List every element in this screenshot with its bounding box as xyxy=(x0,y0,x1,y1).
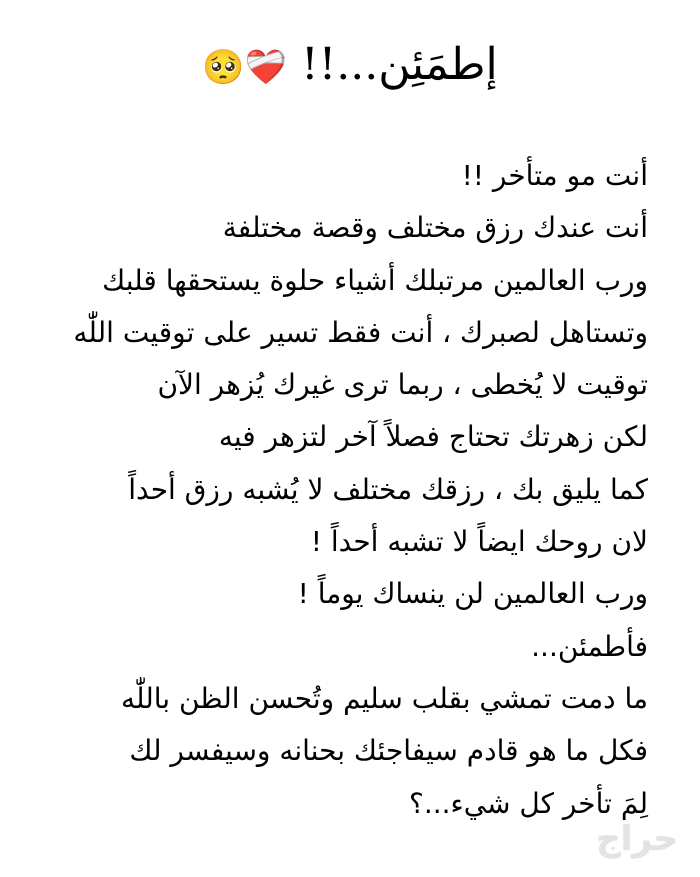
text-line: كما يليق بك ، رزقك مختلف لا يُشبه رزق أحداً xyxy=(128,472,648,506)
text-line: لِمَ تأخر كل شيء...؟ xyxy=(408,786,648,820)
text-line: فأطمئن... xyxy=(531,629,648,663)
text-line: لان روحك ايضاً لا تشبه أحداً ! xyxy=(310,525,648,559)
title-text: إطمَئِن...!! xyxy=(300,39,498,90)
text-line: وتستاهل لصبرك ، أنت فقط تسير على توقيت اللّٰه xyxy=(73,315,648,349)
page-title xyxy=(0,30,700,103)
text-line: لكن زهرتك تحتاج فصلاً آخر لتزهر فيه xyxy=(218,420,648,454)
quote-body xyxy=(28,150,648,830)
text-line: أنت عندك رزق مختلف وقصة مختلفة xyxy=(222,211,648,245)
text-line: ورب العالمين لن ينساك يوماً ! xyxy=(297,577,648,611)
text-line: فكل ما هو قادم سيفاجئك بحنانه وسيفسر لك xyxy=(129,734,648,768)
watermark-logo: حراج xyxy=(596,819,678,859)
text-line: ورب العالمين مرتبلك أشياء حلوة يستحقها قلبك xyxy=(102,263,648,297)
text-line: أنت مو متأخر !! xyxy=(461,159,648,192)
mending-heart-pleading-face-icon: ❤️‍🩹🥺 xyxy=(202,47,287,88)
text-line: ما دمت تمشي بقلب سليم وتُحسن الظن باللّٰه xyxy=(120,681,648,715)
text-line: توقيت لا يُخطى ، ربما ترى غيرك يُزهر الآن xyxy=(157,368,648,402)
